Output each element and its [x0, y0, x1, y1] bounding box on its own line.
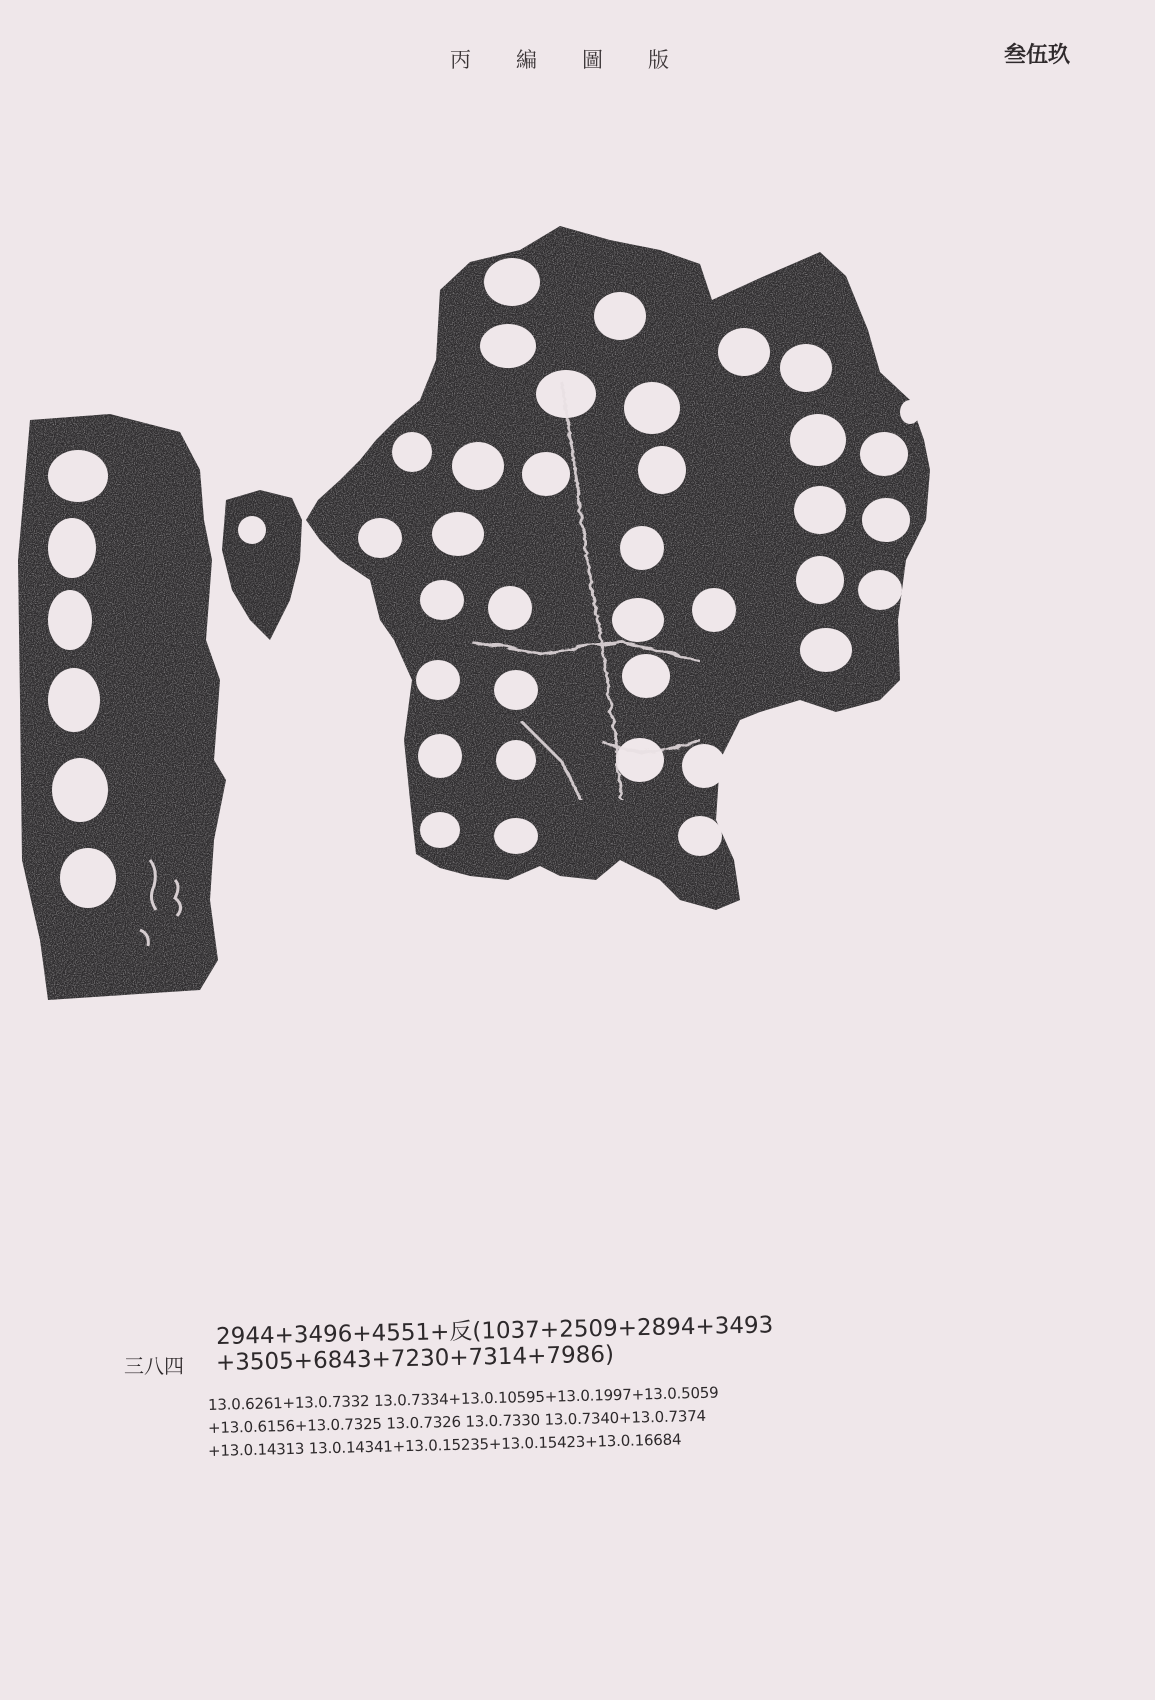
page-number: 叁伍玖: [1004, 42, 1071, 68]
plate-number: 三八四: [124, 1354, 184, 1378]
running-head-char: 編: [516, 48, 538, 72]
accession-number-line: +13.0.14313 13.0.14341+13.0.15235+13.0.15423+13.0.16684: [207, 1430, 682, 1460]
running-head-char: 版: [648, 48, 670, 72]
running-head-char: 丙: [450, 48, 472, 72]
plate-caption-line: 2944+3496+4551+反(1037+2509+2894+3493: [215, 1312, 774, 1350]
accession-number-line: 13.0.6261+13.0.7332 13.0.7334+13.0.10595+13.0.1997+13.0.5059: [207, 1383, 719, 1414]
plate-caption-line: +3505+6843+7230+7314+7986): [215, 1341, 615, 1376]
main-fragment: [222, 226, 930, 910]
left-fragment: [18, 414, 226, 1000]
running-head-char: 圖: [582, 48, 604, 72]
accession-number-line: +13.0.6156+13.0.7325 13.0.7326 13.0.7330 13.0.7340+13.0.7374: [207, 1406, 707, 1437]
